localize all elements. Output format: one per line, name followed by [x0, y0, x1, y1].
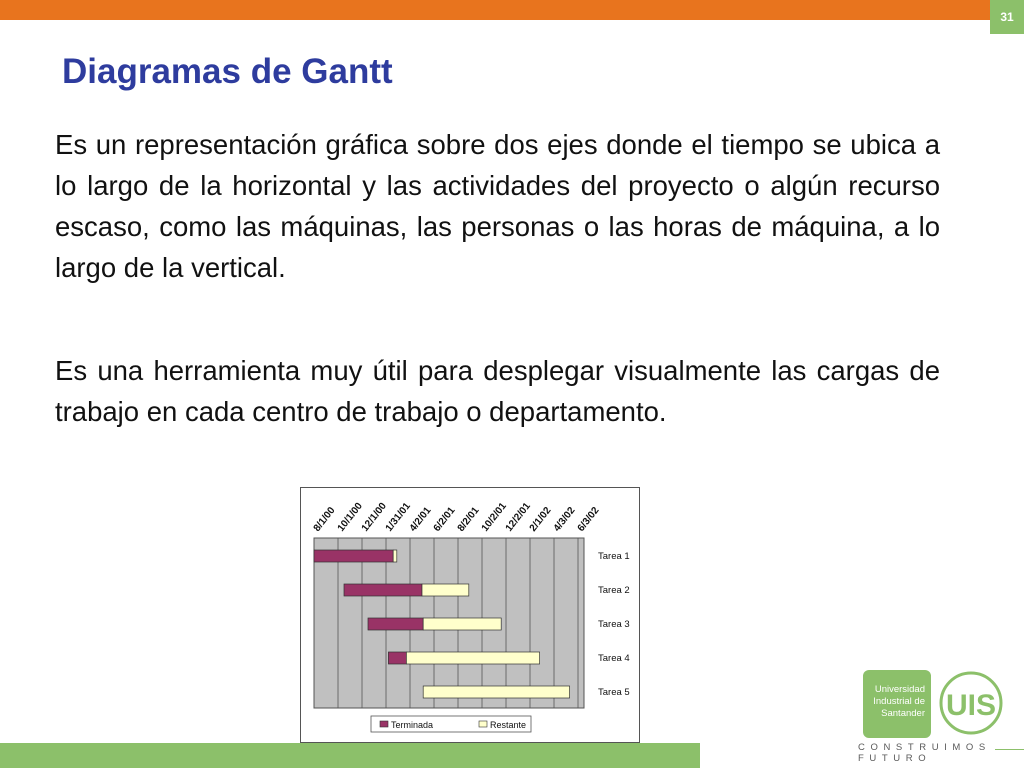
x-tick-label: 8/2/01	[455, 505, 482, 534]
task-label: Tarea 1	[598, 551, 630, 562]
bar-terminada	[314, 550, 393, 562]
legend-label-restante: Restante	[490, 720, 527, 730]
legend	[371, 716, 531, 732]
bar-restante	[422, 584, 469, 596]
x-tick-label: 8/1/00	[311, 505, 338, 534]
logo-line-3: Santander	[881, 708, 925, 719]
bar-restante	[393, 550, 397, 562]
bottom-accent-bar	[0, 743, 700, 768]
bar-terminada	[388, 652, 406, 664]
paragraph-definition: Es un representación gráfica sobre dos ejes donde el tiempo se ubica a lo largo de la horizontal y las actividades del proyecto o algún recurso escaso, como las máquinas, las personas o las horas de máquina, a lo largo de la vertical.	[55, 129, 940, 283]
task-labels	[598, 551, 630, 698]
x-tick-label: 12/2/01	[503, 500, 533, 534]
x-tick-label: 10/1/00	[335, 500, 365, 534]
x-tick-label: 12/1/00	[359, 500, 389, 534]
paragraph-usefulness: Es una herramienta muy útil para desplegar visualmente las cargas de trabajo en cada centro de trabajo o departamento.	[55, 355, 940, 427]
top-accent-bar	[0, 0, 990, 20]
logo-line-1: Universidad	[874, 684, 925, 695]
seal-letters: UIS	[945, 689, 997, 722]
uis-seal-icon	[938, 668, 1004, 738]
university-motto: CONSTRUIMOS FUTURO	[858, 742, 991, 764]
x-tick-label: 1/31/01	[383, 500, 413, 534]
bar-restante	[423, 618, 501, 630]
task-label: Tarea 3	[598, 619, 630, 630]
x-tick-label: 4/2/01	[407, 505, 434, 534]
page-number: 31	[990, 0, 1024, 34]
bar-terminada	[368, 618, 423, 630]
bar-terminada	[344, 584, 422, 596]
x-tick-label: 6/2/01	[431, 505, 458, 534]
x-tick-label: 4/3/02	[551, 505, 578, 534]
task-label: Tarea 2	[598, 585, 630, 596]
task-label: Tarea 5	[598, 687, 630, 698]
gantt-chart-svg	[301, 488, 639, 742]
legend-swatch-terminada	[380, 721, 388, 727]
x-tick-label: 10/2/01	[479, 500, 509, 534]
task-label: Tarea 4	[598, 653, 630, 664]
motto-line	[995, 749, 1024, 750]
gantt-chart	[300, 487, 640, 743]
bar-restante	[423, 686, 569, 698]
x-tick-label: 2/1/02	[527, 505, 554, 534]
logo-line-2: Industrial de	[873, 696, 925, 707]
x-tick-labels	[312, 500, 602, 533]
university-logo-box	[863, 670, 931, 738]
legend-swatch-restante	[479, 721, 487, 727]
slide-title: Diagramas de Gantt	[62, 52, 393, 91]
legend-label-terminada: Terminada	[391, 720, 434, 730]
x-tick-label: 6/3/02	[575, 505, 602, 534]
bar-restante	[406, 652, 539, 664]
